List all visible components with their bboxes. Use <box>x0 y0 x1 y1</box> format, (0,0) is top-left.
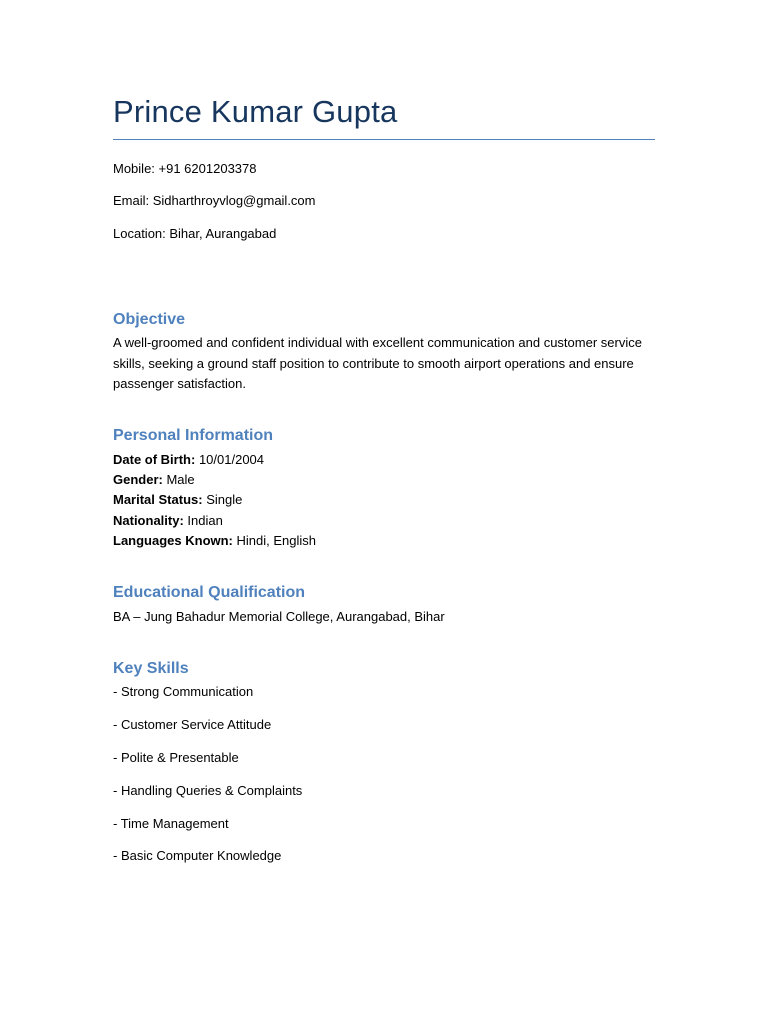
objective-heading: Objective <box>113 311 186 328</box>
skill-item: - Customer Service Attitude <box>113 717 272 732</box>
personal-info-list <box>113 450 316 551</box>
personal-info-languages <box>113 531 316 551</box>
skill-item: - Basic Computer Knowledge <box>113 848 282 863</box>
contact-location: Location: Bihar, Aurangabad <box>113 226 277 241</box>
contact-mobile: Mobile: +91 6201203378 <box>113 161 257 176</box>
contact-email: Email: Sidharthroyvlog@gmail.com <box>113 193 316 208</box>
education-heading: Educational Qualification <box>113 584 306 601</box>
field-label: Languages Known: <box>113 532 233 548</box>
field-label: Date of Birth: <box>113 452 196 467</box>
personal-info-dob <box>113 450 316 470</box>
personal-info-marital-status <box>113 490 316 510</box>
skill-item: - Time Management <box>113 816 229 831</box>
field-label: Gender: <box>113 472 163 488</box>
skill-item: - Handling Queries & Complaints <box>113 783 303 798</box>
name-divider <box>113 139 655 140</box>
field-label: Marital Status: <box>113 492 203 508</box>
field-value: Hindi, English <box>232 532 316 548</box>
skill-item: - Polite & Presentable <box>113 750 239 765</box>
field-value: Male <box>162 472 195 488</box>
candidate-name: Prince Kumar Gupta <box>113 94 398 129</box>
personal-info-gender <box>113 470 316 490</box>
education-text: BA – Jung Bahadur Memorial College, Aurangabad, Bihar <box>113 609 445 624</box>
key-skills-heading: Key Skills <box>113 660 189 677</box>
personal-info-nationality <box>113 511 316 531</box>
objective-text: A well-groomed and confident individual with excellent communication and customer service skills, seeking a ground staff position to contribute to smooth airport operations and ensure passenger satisfaction. <box>113 335 642 391</box>
personal-info-heading: Personal Information <box>113 427 274 444</box>
field-value: Indian <box>183 512 223 528</box>
skill-item: - Strong Communication <box>113 684 254 699</box>
field-value: Single <box>202 492 243 508</box>
field-label: Nationality: <box>113 512 184 528</box>
field-value: 10/01/2004 <box>195 452 265 467</box>
